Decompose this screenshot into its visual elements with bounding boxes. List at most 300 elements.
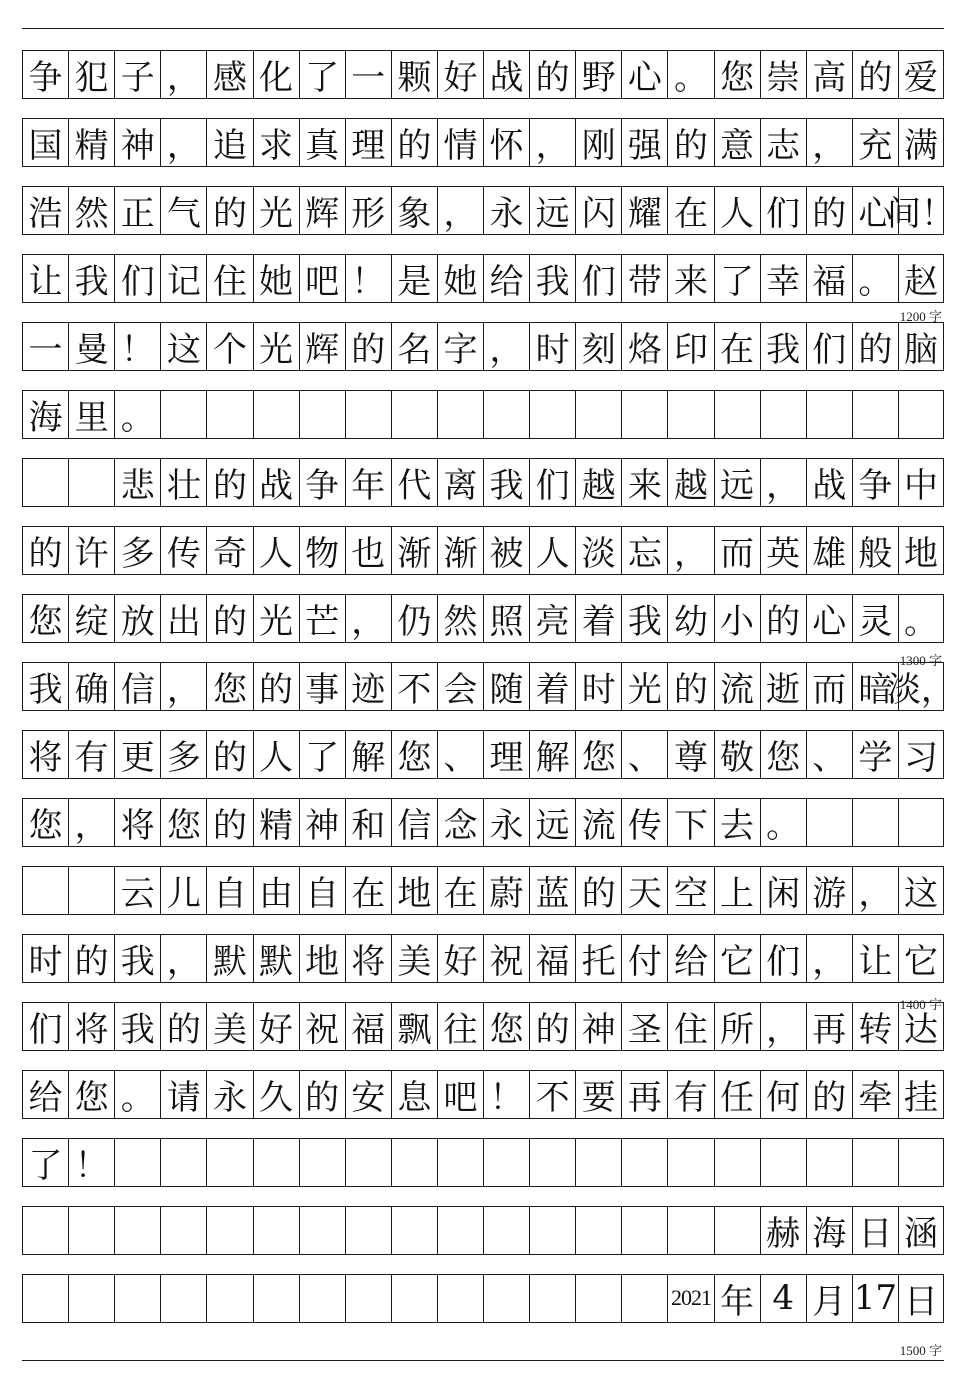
grid-cell: 住 [667, 1002, 713, 1050]
grid-cell: 间！ [898, 186, 944, 234]
grid-cell: ， [806, 934, 852, 982]
grid-row [22, 186, 955, 234]
grid-cell: 的 [852, 322, 898, 370]
grid-cell: 们 [575, 254, 621, 302]
grid-cell: 仍 [391, 594, 437, 642]
grid-cell: 个 [206, 322, 252, 370]
grid-cell [714, 1206, 760, 1254]
grid-cell: 远 [529, 186, 575, 234]
grid-cell: 意 [714, 118, 760, 166]
grid-row-top-line [22, 866, 944, 867]
grid-cell: 。 [898, 594, 944, 642]
grid-cell: 尊 [667, 730, 713, 778]
grid-cell: 的 [806, 186, 852, 234]
grid-cell: 年 [714, 1274, 760, 1322]
grid-cell: 争 [299, 458, 345, 506]
grid-cell [667, 390, 713, 438]
grid-cell: 您 [483, 1002, 529, 1050]
grid-cell [714, 1138, 760, 1186]
grid-cell [391, 1206, 437, 1254]
grid-cell: 自 [299, 866, 345, 914]
grid-cell: 年 [345, 458, 391, 506]
grid-cell [68, 458, 114, 506]
grid-cell: 灵 [852, 594, 898, 642]
grid-row [22, 1274, 944, 1322]
grid-cell: 17 [852, 1274, 898, 1322]
grid-cell: 。 [114, 1070, 160, 1118]
grid-cell [68, 866, 114, 914]
grid-cell: 高 [806, 50, 852, 98]
grid-row [22, 526, 944, 574]
grid-cell: 时 [22, 934, 68, 982]
grid-cell: 海 [806, 1206, 852, 1254]
grid-cell: 理 [483, 730, 529, 778]
grid-cell: 海 [22, 390, 68, 438]
grid-cell: 远 [529, 798, 575, 846]
grid-cell: 雄 [806, 526, 852, 574]
grid-cell: 被 [483, 526, 529, 574]
grid-cell [437, 1274, 483, 1322]
grid-cell [299, 1138, 345, 1186]
grid-cell: 充 [852, 118, 898, 166]
grid-top-border [22, 28, 944, 29]
grid-cell: 满 [898, 118, 944, 166]
grid-cell: 给 [667, 934, 713, 982]
grid-cell: 我 [68, 254, 114, 302]
grid-cell: 这 [898, 866, 944, 914]
grid-cell: 着 [575, 594, 621, 642]
grid-row-top-line [22, 458, 944, 459]
grid-cell: 辉 [299, 322, 345, 370]
grid-cell [299, 1206, 345, 1254]
grid-cell: 渐 [391, 526, 437, 574]
grid-row-top-line [22, 1070, 944, 1071]
grid-cell: 信 [114, 662, 160, 710]
grid-cell: 请 [160, 1070, 206, 1118]
grid-cell: 上 [714, 866, 760, 914]
grid-cell: 您 [575, 730, 621, 778]
grid-cell: 将 [345, 934, 391, 982]
grid-cell: 我 [114, 934, 160, 982]
grid-cell: 暗 [852, 662, 898, 710]
grid-cell: 芒 [299, 594, 345, 642]
grid-cell: 您 [760, 730, 806, 778]
grid-row [22, 1002, 944, 1050]
grid-cell: 脑 [898, 322, 944, 370]
grid-cell: ， [760, 1002, 806, 1050]
grid-cell: 、 [621, 730, 667, 778]
grid-cell: ， [345, 594, 391, 642]
grid-row [22, 1138, 944, 1186]
grid-cell: 在 [437, 866, 483, 914]
grid-cell: 字 [437, 322, 483, 370]
grid-cell: 的 [529, 50, 575, 98]
grid-cell: 流 [575, 798, 621, 846]
grid-cell: 中 [898, 458, 944, 506]
grid-row [22, 1206, 944, 1254]
grid-cell: 解 [529, 730, 575, 778]
grid-cell: 会 [437, 662, 483, 710]
grid-cell: 所 [714, 1002, 760, 1050]
grid-cell: ， [806, 118, 852, 166]
grid-row-bottom-line [22, 982, 944, 983]
grid-cell: 您 [68, 1070, 114, 1118]
grid-cell: 的 [391, 118, 437, 166]
grid-cell: 信 [391, 798, 437, 846]
grid-cell: 来 [621, 458, 667, 506]
grid-cell: 野 [575, 50, 621, 98]
grid-cell: 。 [667, 50, 713, 98]
grid-cell: 。 [852, 254, 898, 302]
grid-cell: 托 [575, 934, 621, 982]
grid-cell [529, 390, 575, 438]
grid-cell: 争 [852, 458, 898, 506]
grid-cell [22, 1274, 68, 1322]
grid-cell: 犯 [68, 50, 114, 98]
grid-cell [437, 390, 483, 438]
grid-cell: 吧 [299, 254, 345, 302]
grid-cell: 有 [667, 1070, 713, 1118]
grid-cell [160, 1274, 206, 1322]
grid-cell [206, 390, 252, 438]
grid-cell: 神 [299, 798, 345, 846]
grid-cell: 在 [345, 866, 391, 914]
grid-cell: 时 [575, 662, 621, 710]
grid-cell: ， [760, 458, 806, 506]
grid-cell: 我 [529, 254, 575, 302]
word-count-marker: 1500 字 [899, 1343, 942, 1358]
grid-cell [437, 1138, 483, 1186]
grid-cell: 子 [114, 50, 160, 98]
grid-cell: 着 [529, 662, 575, 710]
grid-cell: 流 [714, 662, 760, 710]
grid-cell: 的 [667, 662, 713, 710]
grid-cell: 美 [391, 934, 437, 982]
grid-cell: 人 [253, 730, 299, 778]
grid-cell: 越 [667, 458, 713, 506]
grid-cell: 真 [299, 118, 345, 166]
grid-row-top-line [22, 50, 944, 51]
grid-cell [714, 390, 760, 438]
grid-cell: 绽 [68, 594, 114, 642]
grid-row [22, 50, 944, 98]
grid-cell: 息 [391, 1070, 437, 1118]
grid-cell [575, 1206, 621, 1254]
grid-row [22, 390, 944, 438]
grid-cell [253, 390, 299, 438]
grid-row-top-line [22, 730, 944, 731]
grid-cell: ！ [345, 254, 391, 302]
grid-cell: 再 [621, 1070, 667, 1118]
grid-row-top-line [22, 594, 944, 595]
word-count-marker: 1200 字 [899, 309, 942, 324]
grid-cell: 小 [714, 594, 760, 642]
grid-cell [898, 798, 944, 846]
grid-cell: 化 [253, 50, 299, 98]
grid-cell: 的 [760, 594, 806, 642]
grid-cell: 在 [714, 322, 760, 370]
grid-cell: 爱 [898, 50, 944, 98]
grid-cell: 刻 [575, 322, 621, 370]
grid-cell: ， [160, 50, 206, 98]
grid-cell: 永 [483, 186, 529, 234]
grid-row-bottom-line [22, 1186, 944, 1187]
grid-cell: 让 [22, 254, 68, 302]
grid-cell: 追 [206, 118, 252, 166]
grid-row [22, 254, 944, 302]
grid-cell: 将 [114, 798, 160, 846]
grid-row-bottom-line [22, 234, 944, 235]
grid-cell: 、 [437, 730, 483, 778]
grid-cell: 英 [760, 526, 806, 574]
grid-cell [529, 1274, 575, 1322]
grid-cell: 将 [22, 730, 68, 778]
grid-cell: 精 [253, 798, 299, 846]
grid-cell [760, 1138, 806, 1186]
word-count-marker: 1300 字 [899, 653, 942, 668]
grid-cell: 我 [621, 594, 667, 642]
grid-cell: 赵 [898, 254, 944, 302]
grid-cell: 久 [253, 1070, 299, 1118]
grid-cell [529, 1206, 575, 1254]
grid-cell: 逝 [760, 662, 806, 710]
grid-cell: 念 [437, 798, 483, 846]
grid-cell: 将 [68, 1002, 114, 1050]
grid-cell: 、 [806, 730, 852, 778]
grid-cell: 的 [852, 50, 898, 98]
grid-cell: 人 [253, 526, 299, 574]
grid-cell [437, 1206, 483, 1254]
grid-cell: 壮 [160, 458, 206, 506]
grid-cell: 心 [621, 50, 667, 98]
grid-cell: 空 [667, 866, 713, 914]
grid-row [22, 934, 944, 982]
grid-cell [114, 1274, 160, 1322]
grid-cell: 渐 [437, 526, 483, 574]
grid-cell: ， [160, 662, 206, 710]
grid-cell: 她 [253, 254, 299, 302]
grid-cell: 您 [22, 594, 68, 642]
grid-cell: 更 [114, 730, 160, 778]
grid-cell: 们 [760, 934, 806, 982]
grid-cell: 您 [22, 798, 68, 846]
grid-cell: 的 [253, 662, 299, 710]
grid-cell: 物 [299, 526, 345, 574]
grid-cell: 给 [483, 254, 529, 302]
grid-row-bottom-line [22, 846, 944, 847]
grid-cell: 达 [898, 1002, 944, 1050]
grid-cell [114, 1206, 160, 1254]
grid-cell: 天 [621, 866, 667, 914]
word-count-marker: 1400 字 [899, 997, 942, 1012]
grid-cell [114, 1138, 160, 1186]
grid-cell: 悲 [114, 458, 160, 506]
grid-cell: 正 [114, 186, 160, 234]
grid-cell: 时 [529, 322, 575, 370]
grid-cell: 辉 [299, 186, 345, 234]
grid-cell: 好 [437, 934, 483, 982]
grid-cell: 忘 [621, 526, 667, 574]
grid-cell [898, 1138, 944, 1186]
grid-cell: 气 [160, 186, 206, 234]
grid-row-bottom-line [22, 574, 944, 575]
grid-cell: 许 [68, 526, 114, 574]
grid-cell: 淡 [575, 526, 621, 574]
grid-cell [391, 1274, 437, 1322]
grid-cell: 们 [22, 1002, 68, 1050]
grid-row-bottom-line [22, 438, 944, 439]
grid-row-bottom-line [22, 166, 944, 167]
grid-cell: 。 [114, 390, 160, 438]
grid-cell: 地 [391, 866, 437, 914]
grid-cell [299, 1274, 345, 1322]
grid-cell: 怀 [483, 118, 529, 166]
grid-cell: 圣 [621, 1002, 667, 1050]
grid-cell [806, 798, 852, 846]
grid-cell: 们 [806, 322, 852, 370]
grid-cell: 我 [114, 1002, 160, 1050]
grid-bottom-border [22, 1360, 944, 1361]
grid-cell: 多 [160, 730, 206, 778]
grid-cell: 精 [68, 118, 114, 166]
grid-cell [68, 1206, 114, 1254]
grid-cell [22, 1206, 68, 1254]
grid-cell: 的 [806, 1070, 852, 1118]
grid-cell: 自 [206, 866, 252, 914]
grid-cell [483, 1274, 529, 1322]
grid-row [22, 866, 944, 914]
grid-cell: 不 [391, 662, 437, 710]
grid-cell [299, 390, 345, 438]
grid-cell [206, 1138, 252, 1186]
grid-row [22, 322, 944, 370]
grid-cell: 颗 [391, 50, 437, 98]
grid-cell: 志 [760, 118, 806, 166]
grid-cell: 情 [437, 118, 483, 166]
grid-row-bottom-line [22, 778, 944, 779]
grid-cell [68, 1274, 114, 1322]
grid-cell [345, 1274, 391, 1322]
grid-cell: 您 [391, 730, 437, 778]
grid-cell [806, 1138, 852, 1186]
grid-cell: 烙 [621, 322, 667, 370]
grid-cell: 心 [806, 594, 852, 642]
grid-cell: 带 [621, 254, 667, 302]
grid-cell: 不 [529, 1070, 575, 1118]
grid-cell [345, 390, 391, 438]
grid-cell [206, 1274, 252, 1322]
grid-cell: 地 [299, 934, 345, 982]
grid-cell: 飘 [391, 1002, 437, 1050]
grid-cell: ， [852, 866, 898, 914]
grid-cell: 的 [160, 1002, 206, 1050]
grid-cell: 放 [114, 594, 160, 642]
grid-row [22, 798, 944, 846]
grid-cell: 挂 [898, 1070, 944, 1118]
grid-cell [391, 1138, 437, 1186]
grid-cell: 国 [22, 118, 68, 166]
grid-cell: 神 [575, 1002, 621, 1050]
grid-row-bottom-line [22, 710, 944, 711]
grid-row [22, 118, 944, 166]
grid-cell: 我 [760, 322, 806, 370]
grid-cell [898, 390, 944, 438]
grid-cell: 幼 [667, 594, 713, 642]
grid-cell: 形 [345, 186, 391, 234]
grid-cell: 了 [299, 730, 345, 778]
grid-cell: 离 [437, 458, 483, 506]
grid-row-top-line [22, 798, 944, 799]
grid-cell: 多 [114, 526, 160, 574]
grid-cell: 好 [437, 50, 483, 98]
grid-cell: 牵 [852, 1070, 898, 1118]
grid-cell [345, 1206, 391, 1254]
grid-cell: 的 [206, 594, 252, 642]
grid-cell [852, 1138, 898, 1186]
grid-cell: 的 [529, 1002, 575, 1050]
grid-cell: 来 [667, 254, 713, 302]
grid-row-bottom-line [22, 1322, 944, 1323]
grid-row-bottom-line [22, 1050, 944, 1051]
grid-row-top-line [22, 1138, 944, 1139]
grid-cell [667, 1206, 713, 1254]
grid-cell: 儿 [160, 866, 206, 914]
grid-cell: 我 [22, 662, 68, 710]
grid-row-bottom-line [22, 98, 944, 99]
grid-cell: 耀 [621, 186, 667, 234]
grid-cell: 传 [621, 798, 667, 846]
grid-cell [253, 1274, 299, 1322]
grid-cell: 人 [529, 526, 575, 574]
grid-cell [621, 390, 667, 438]
grid-cell: 崇 [760, 50, 806, 98]
grid-cell: 神 [114, 118, 160, 166]
grid-cell [483, 1206, 529, 1254]
grid-cell: 理 [345, 118, 391, 166]
grid-cell: 它 [714, 934, 760, 982]
grid-cell: 默 [206, 934, 252, 982]
grid-cell: 确 [68, 662, 114, 710]
grid-cell: 由 [253, 866, 299, 914]
grid-cell [22, 458, 68, 506]
grid-row-top-line [22, 662, 944, 663]
grid-cell: 住 [206, 254, 252, 302]
grid-cell: 吧 [437, 1070, 483, 1118]
grid-cell: 您 [160, 798, 206, 846]
grid-row [22, 730, 944, 778]
grid-cell: 她 [437, 254, 483, 302]
grid-cell [160, 1206, 206, 1254]
grid-row [22, 662, 955, 710]
grid-cell: 们 [529, 458, 575, 506]
grid-row-bottom-line [22, 914, 944, 915]
grid-cell: 安 [345, 1070, 391, 1118]
grid-row-top-line [22, 526, 944, 527]
grid-cell: 光 [253, 186, 299, 234]
grid-cell: 何 [760, 1070, 806, 1118]
grid-row-bottom-line [22, 642, 944, 643]
grid-cell: 越 [575, 458, 621, 506]
grid-cell: 这 [160, 322, 206, 370]
grid-cell: 蓝 [529, 866, 575, 914]
grid-cell [621, 1274, 667, 1322]
grid-row-bottom-line [22, 1118, 944, 1119]
grid-cell: 求 [253, 118, 299, 166]
grid-cell: 的 [206, 186, 252, 234]
grid-cell: 游 [806, 866, 852, 914]
grid-cell: ， [667, 526, 713, 574]
grid-cell: 去 [714, 798, 760, 846]
